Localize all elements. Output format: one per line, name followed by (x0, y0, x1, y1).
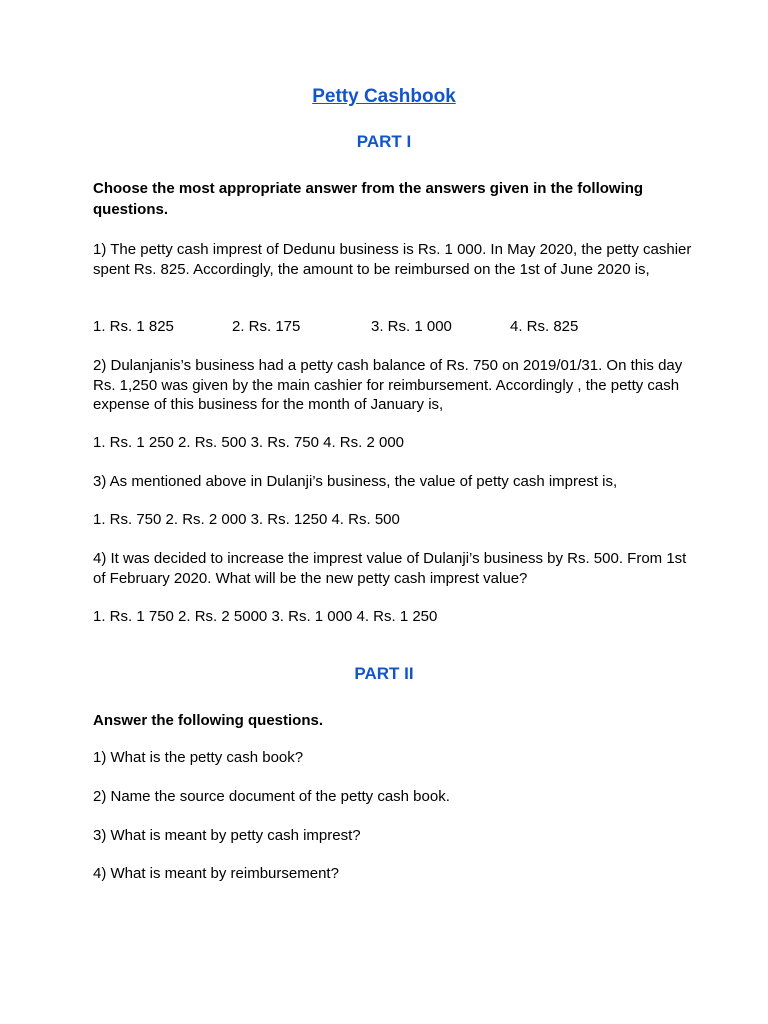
question-1-option-3: 3. Rs. 1 000 (371, 318, 452, 335)
part-2-heading: PART II (354, 664, 414, 683)
question-4-options: 1. Rs. 1 750 2. Rs. 2 5000 3. Rs. 1 000 4. Rs. 1 250 (93, 608, 438, 625)
document-title: Petty Cashbook (312, 86, 456, 107)
part-2-question-4: 4) What is meant by reimbursement? (93, 865, 339, 882)
question-2-text: 2) Dulanjanis’s business had a petty cash balance of Rs. 750 on 2019/01/31. On this day Rs. 1,250 was given by the main cashier for reimbursement. Accordingly , the petty cash expense of this business for the month of January is, (93, 357, 683, 413)
part-1-instruction: Choose the most appropriate answer from the answers given in the following questions. (93, 180, 644, 218)
question-1-text: 1) The petty cash imprest of Dedunu business is Rs. 1 000. In May 2020, the petty cashier spent Rs. 825. Accordingly, the amount to be reimbursed on the 1st of June 2020 is, (93, 241, 692, 278)
question-1-option-4: 4. Rs. 825 (510, 318, 579, 335)
part-2-question-3: 3) What is meant by petty cash imprest? (93, 827, 361, 844)
part-2-question-2: 2) Name the source document of the petty cash book. (93, 788, 450, 805)
part-2-instruction: Answer the following questions. (93, 712, 324, 729)
question-3-text: 3) As mentioned above in Dulanji’s business, the value of petty cash imprest is, (93, 473, 618, 490)
question-3-options: 1. Rs. 750 2. Rs. 2 000 3. Rs. 1250 4. Rs. 500 (93, 511, 400, 528)
part-2-question-1: 1) What is the petty cash book? (93, 749, 304, 766)
question-1-option-2: 2. Rs. 175 (232, 318, 301, 335)
question-2-options: 1. Rs. 1 250 2. Rs. 500 3. Rs. 750 4. Rs. 2 000 (93, 434, 405, 451)
question-1-option-1: 1. Rs. 1 825 (93, 318, 174, 335)
part-1-heading: PART I (356, 132, 412, 151)
question-4-text: 4) It was decided to increase the imprest value of Dulanji’s business by Rs. 500. From 1st of February 2020. What will be the new petty cash imprest value? (93, 550, 687, 587)
